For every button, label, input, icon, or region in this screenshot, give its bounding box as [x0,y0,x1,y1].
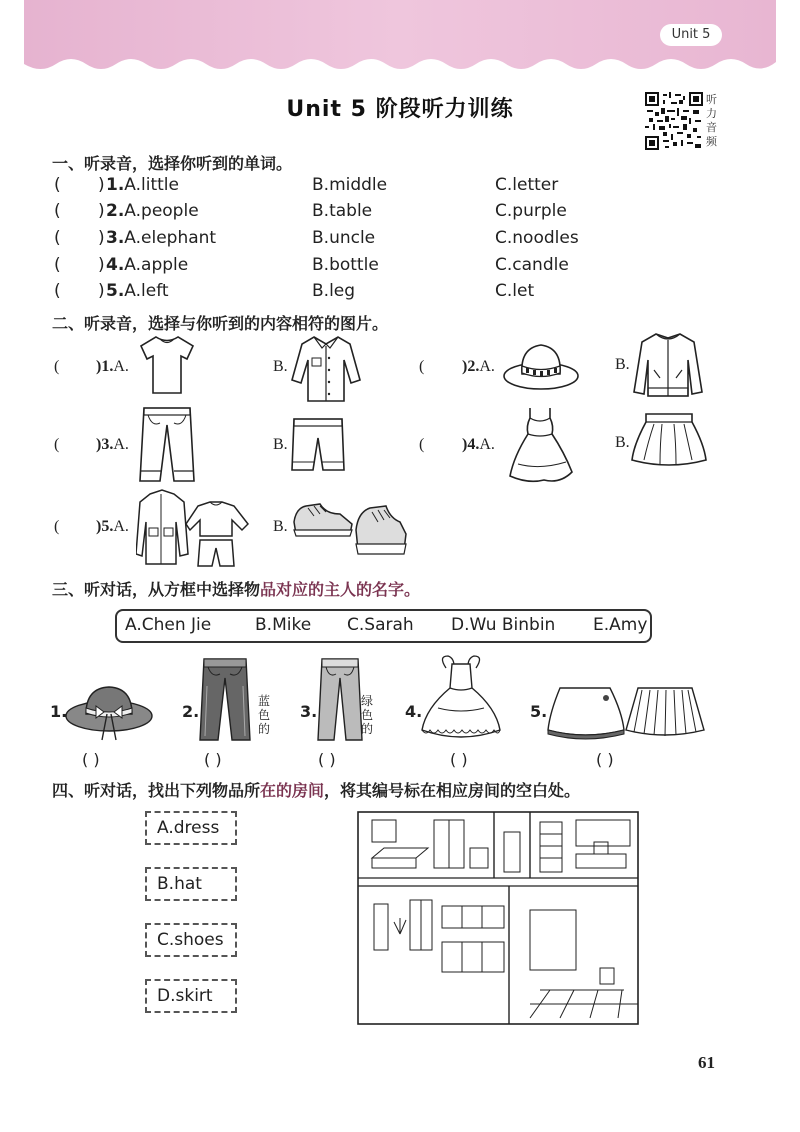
blank-open[interactable]: ( [54,518,60,535]
question-number: 1. [106,175,125,195]
option-a-label: A. [113,436,129,453]
qr-code-icon[interactable] [645,92,703,150]
question-number: )3. [96,436,114,453]
answer-blank[interactable]: ( ) [82,750,100,769]
dress-icon[interactable] [504,404,576,486]
blank-open[interactable]: ( [54,175,61,195]
skirt-icon[interactable] [630,410,708,470]
option-c[interactable]: C.noodles [495,228,579,248]
option-c[interactable]: C.candle [495,255,569,275]
section2-heading: 二、听录音，选择与你听到的内容相符的图片。 [52,314,389,333]
option-b-label: B. [273,518,288,535]
jeans-icon[interactable] [198,656,252,744]
jacket-icon[interactable] [632,330,704,400]
option-a[interactable]: A.left [124,281,169,301]
clothes-icon[interactable] [136,488,252,568]
option-b-label: B. [615,434,630,451]
hat-icon[interactable] [64,682,154,748]
skirt-icon[interactable] [546,682,706,742]
blank-open[interactable]: ( [54,436,60,453]
answer-blank[interactable]: ( ) [450,750,468,769]
dress-icon[interactable] [418,652,504,742]
name-option: B.Mike [255,615,312,635]
answer-blank[interactable]: ( ) [596,750,614,769]
page-number: 61 [698,1053,715,1072]
blank-close: ) [98,201,105,221]
shirt-icon[interactable] [290,334,362,404]
name-option: D.Wu Binbin [451,615,556,635]
option-b-label: B. [273,436,288,453]
question-number: 2. [182,702,200,721]
blank-open[interactable]: ( [419,436,425,453]
option-b[interactable]: B.bottle [312,255,379,275]
question-number: )4. [462,436,480,453]
option-a[interactable]: A.little [124,175,179,195]
question-number: )1. [96,358,114,375]
item-box[interactable]: B.hat [145,867,237,901]
option-c[interactable]: C.purple [495,201,567,221]
sneakers-icon[interactable] [290,494,410,560]
option-a[interactable]: A.people [124,201,199,221]
heading-text: ，将其编号标在相应房间的空白处。 [324,781,581,800]
option-a-label: A. [479,436,495,453]
question-number: 4. [106,255,125,275]
blank-close: ) [98,175,105,195]
answer-blank[interactable]: ( ) [204,750,222,769]
unit-tag: Unit 5 [660,24,722,46]
question-number: 5. [530,702,548,721]
item-box[interactable]: C.shoes [145,923,237,957]
option-a[interactable]: A.elephant [124,228,217,248]
question-number: 3. [300,702,318,721]
qr-label: 听力音频 [706,93,717,148]
heading-highlight: 品对应的主人的名字。 [260,580,421,599]
blank-open[interactable]: ( [54,201,61,221]
option-c[interactable]: C.let [495,281,535,301]
option-b-label: B. [615,356,630,373]
t-shirt-icon[interactable] [138,334,196,396]
section4-heading [52,778,580,801]
item-box[interactable]: D.skirt [145,979,237,1013]
blank-close: ) [98,228,105,248]
question-number: )5. [96,518,114,535]
heading-text: 四、听对话，找出下列物品所 [52,781,261,800]
jeans-icon[interactable] [316,656,364,744]
option-a-label: A. [113,518,129,535]
question-number: 1. [50,702,68,721]
shorts-icon[interactable] [290,416,346,474]
option-c[interactable]: C.letter [495,175,559,195]
blank-open[interactable]: ( [54,255,61,275]
name-option: E.Amy [593,615,648,635]
option-a-label: A. [479,358,495,375]
house-rooms-illustration[interactable] [354,808,642,1028]
name-option: C.Sarah [347,615,414,635]
question-number: )2. [462,358,480,375]
section1-heading: 一、听录音，选择你听到的单词。 [52,154,293,173]
item-box[interactable]: A.dress [145,811,237,845]
page-title: Unit 5 阶段听力训练 [286,97,514,122]
name-box [115,609,652,643]
option-b[interactable]: B.uncle [312,228,376,248]
blank-open[interactable]: ( [54,228,61,248]
question-number: 2. [106,201,125,221]
color-note: 蓝色的 [258,694,271,736]
blank-open[interactable]: ( [54,358,60,375]
option-a[interactable]: A.apple [124,255,189,275]
color-note: 绿色的 [361,694,374,736]
question-number: 3. [106,228,125,248]
option-b-label: B. [273,358,288,375]
name-option: A.Chen Jie [125,615,212,635]
option-b[interactable]: B.middle [312,175,388,195]
blank-open[interactable]: ( [419,358,425,375]
blank-open[interactable]: ( [54,281,61,301]
question-number: 4. [405,702,423,721]
section3-heading [52,577,420,600]
heading-highlight: 在的房间 [260,781,325,800]
option-b[interactable]: B.table [312,201,373,221]
question-number: 5. [106,281,125,301]
hat-icon[interactable] [502,340,580,392]
pants-icon[interactable] [136,405,198,485]
option-b[interactable]: B.leg [312,281,356,301]
blank-close: ) [98,255,105,275]
blank-close: ) [98,281,105,301]
option-a-label: A. [113,358,129,375]
answer-blank[interactable]: ( ) [318,750,336,769]
heading-text: 三、听对话，从方框中选择物 [52,580,261,599]
